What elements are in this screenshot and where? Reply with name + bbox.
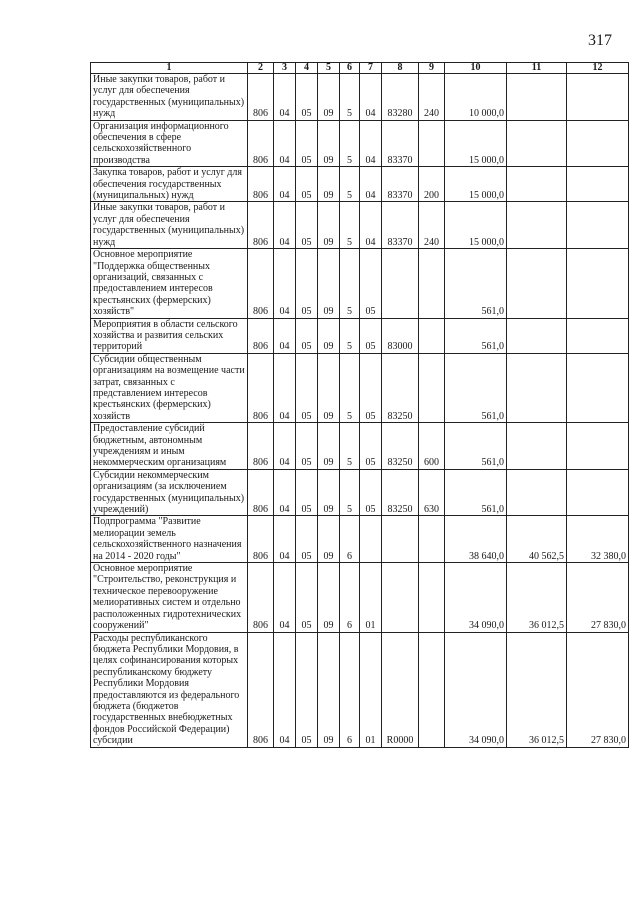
amount-2018-cell	[567, 423, 629, 470]
subsection-cell: 05	[296, 632, 318, 747]
table-row	[91, 167, 629, 202]
subsection-cell: 05	[296, 249, 318, 318]
main-event-cell: 05	[360, 469, 382, 516]
direction-cell: 83250	[382, 469, 419, 516]
amount-2016-cell: 38 640,0	[445, 516, 507, 563]
expense-name-cell: Основное мероприятие "Поддержка общественных организаций, связанных с предоставлением интересов крестьянских (фермерских) хозяйств"	[91, 249, 248, 318]
table-header-row	[91, 63, 629, 74]
expense-name-cell: Субсидии общественным организациям на возмещение части затрат, связанных с представлением интересов крестьянских (фермерских) хозяйств	[91, 353, 248, 422]
amount-2018-cell: 27 830,0	[567, 563, 629, 632]
program-cell: 09	[318, 74, 340, 121]
expense-type-cell	[419, 318, 445, 353]
amount-2016-cell: 15 000,0	[445, 202, 507, 249]
main-event-cell: 05	[360, 423, 382, 470]
expense-name-cell: Организация информационного обеспечения в сфере сельскохозяйственного производства	[91, 120, 248, 167]
section-cell: 04	[274, 563, 296, 632]
expense-name-cell: Субсидии некоммерческим организациям (за исключением государственных (муниципальных) учреждений)	[91, 469, 248, 516]
main-event-cell: 05	[360, 249, 382, 318]
column-header: 5	[318, 63, 340, 74]
column-header: 1	[91, 63, 248, 74]
amount-2017-cell	[507, 423, 567, 470]
column-header: 11	[507, 63, 567, 74]
table-row	[91, 353, 629, 422]
subsection-cell: 05	[296, 563, 318, 632]
expense-name-cell: Предоставление субсидий бюджетным, автономным учреждениям и иным некоммерческим организациям	[91, 423, 248, 470]
section-cell: 04	[274, 632, 296, 747]
amount-2016-cell: 561,0	[445, 469, 507, 516]
grbs-cell: 806	[248, 74, 274, 121]
direction-cell: R0000	[382, 632, 419, 747]
subsection-cell: 05	[296, 167, 318, 202]
table-row	[91, 632, 629, 747]
amount-2018-cell	[567, 353, 629, 422]
subprogram-cell: 5	[340, 202, 360, 249]
column-header: 2	[248, 63, 274, 74]
subprogram-cell: 5	[340, 120, 360, 167]
amount-2018-cell	[567, 469, 629, 516]
page-number: 317	[588, 32, 612, 49]
section-cell: 04	[274, 469, 296, 516]
subprogram-cell: 5	[340, 318, 360, 353]
amount-2016-cell: 10 000,0	[445, 74, 507, 121]
table-row	[91, 563, 629, 632]
grbs-cell: 806	[248, 120, 274, 167]
program-cell: 09	[318, 353, 340, 422]
amount-2017-cell	[507, 469, 567, 516]
subprogram-cell: 5	[340, 167, 360, 202]
amount-2018-cell	[567, 249, 629, 318]
amount-2017-cell	[507, 353, 567, 422]
section-cell: 04	[274, 318, 296, 353]
expense-name-cell: Иные закупки товаров, работ и услуг для обеспечения государственных (муниципальных) нужд	[91, 74, 248, 121]
expense-type-cell: 240	[419, 74, 445, 121]
amount-2016-cell: 561,0	[445, 318, 507, 353]
expense-type-cell	[419, 353, 445, 422]
program-cell: 09	[318, 318, 340, 353]
table-row	[91, 249, 629, 318]
section-cell: 04	[274, 202, 296, 249]
main-event-cell: 04	[360, 167, 382, 202]
main-event-cell: 05	[360, 353, 382, 422]
table-row	[91, 120, 629, 167]
amount-2017-cell	[507, 318, 567, 353]
direction-cell: 83000	[382, 318, 419, 353]
direction-cell: 83370	[382, 202, 419, 249]
expense-name-cell: Закупка товаров, работ и услуг для обеспечения государственных (муниципальных) нужд	[91, 167, 248, 202]
grbs-cell: 806	[248, 202, 274, 249]
grbs-cell: 806	[248, 469, 274, 516]
section-cell: 04	[274, 353, 296, 422]
budget-table	[90, 62, 629, 748]
subprogram-cell: 5	[340, 353, 360, 422]
program-cell: 09	[318, 632, 340, 747]
direction-cell: 83250	[382, 423, 419, 470]
amount-2017-cell	[507, 249, 567, 318]
expense-name-cell: Основное мероприятие "Строительство, реконструкция и техническое перевооружение мелиоративных систем и отдельно расположенных гидротехнических сооружений"	[91, 563, 248, 632]
amount-2018-cell	[567, 167, 629, 202]
grbs-cell: 806	[248, 423, 274, 470]
program-cell: 09	[318, 563, 340, 632]
subsection-cell: 05	[296, 120, 318, 167]
amount-2017-cell: 40 562,5	[507, 516, 567, 563]
expense-type-cell: 600	[419, 423, 445, 470]
section-cell: 04	[274, 167, 296, 202]
main-event-cell: 04	[360, 202, 382, 249]
expense-type-cell	[419, 563, 445, 632]
expense-name-cell: Подпрограмма "Развитие мелиорации земель сельскохозяйственного назначения на 2014 - 2020 годы"	[91, 516, 248, 563]
subsection-cell: 05	[296, 469, 318, 516]
direction-cell	[382, 563, 419, 632]
expense-type-cell	[419, 120, 445, 167]
column-header: 8	[382, 63, 419, 74]
grbs-cell: 806	[248, 167, 274, 202]
main-event-cell: 05	[360, 318, 382, 353]
column-header: 10	[445, 63, 507, 74]
program-cell: 09	[318, 167, 340, 202]
table-row	[91, 318, 629, 353]
grbs-cell: 806	[248, 249, 274, 318]
direction-cell	[382, 516, 419, 563]
section-cell: 04	[274, 249, 296, 318]
table-row	[91, 516, 629, 563]
grbs-cell: 806	[248, 563, 274, 632]
subprogram-cell: 6	[340, 563, 360, 632]
program-cell: 09	[318, 202, 340, 249]
amount-2016-cell: 34 090,0	[445, 563, 507, 632]
main-event-cell	[360, 516, 382, 563]
main-event-cell: 04	[360, 120, 382, 167]
subsection-cell: 05	[296, 74, 318, 121]
direction-cell: 83370	[382, 120, 419, 167]
amount-2018-cell	[567, 120, 629, 167]
column-header: 4	[296, 63, 318, 74]
section-cell: 04	[274, 120, 296, 167]
column-header: 3	[274, 63, 296, 74]
subprogram-cell: 6	[340, 632, 360, 747]
subprogram-cell: 5	[340, 249, 360, 318]
subprogram-cell: 5	[340, 74, 360, 121]
subsection-cell: 05	[296, 353, 318, 422]
direction-cell	[382, 249, 419, 318]
direction-cell: 83250	[382, 353, 419, 422]
amount-2016-cell: 561,0	[445, 423, 507, 470]
program-cell: 09	[318, 516, 340, 563]
column-header: 7	[360, 63, 382, 74]
expense-type-cell: 630	[419, 469, 445, 516]
column-header: 6	[340, 63, 360, 74]
expense-name-cell: Иные закупки товаров, работ и услуг для обеспечения государственных (муниципальных) нужд	[91, 202, 248, 249]
column-header: 12	[567, 63, 629, 74]
section-cell: 04	[274, 516, 296, 563]
amount-2017-cell: 36 012,5	[507, 563, 567, 632]
table-row	[91, 423, 629, 470]
program-cell: 09	[318, 423, 340, 470]
amount-2018-cell: 27 830,0	[567, 632, 629, 747]
subsection-cell: 05	[296, 318, 318, 353]
column-header: 9	[419, 63, 445, 74]
table-row	[91, 469, 629, 516]
amount-2017-cell: 36 012,5	[507, 632, 567, 747]
grbs-cell: 806	[248, 516, 274, 563]
program-cell: 09	[318, 469, 340, 516]
grbs-cell: 806	[248, 632, 274, 747]
section-cell: 04	[274, 74, 296, 121]
table-body	[91, 74, 629, 748]
subprogram-cell: 6	[340, 516, 360, 563]
grbs-cell: 806	[248, 353, 274, 422]
grbs-cell: 806	[248, 318, 274, 353]
amount-2018-cell	[567, 202, 629, 249]
program-cell: 09	[318, 120, 340, 167]
expense-type-cell	[419, 632, 445, 747]
direction-cell: 83370	[382, 167, 419, 202]
main-event-cell: 01	[360, 632, 382, 747]
subsection-cell: 05	[296, 202, 318, 249]
amount-2018-cell	[567, 318, 629, 353]
table-row	[91, 202, 629, 249]
direction-cell: 83280	[382, 74, 419, 121]
subsection-cell: 05	[296, 516, 318, 563]
program-cell: 09	[318, 249, 340, 318]
expense-type-cell	[419, 249, 445, 318]
amount-2016-cell: 34 090,0	[445, 632, 507, 747]
amount-2017-cell	[507, 167, 567, 202]
subsection-cell: 05	[296, 423, 318, 470]
expense-type-cell: 240	[419, 202, 445, 249]
expense-type-cell	[419, 516, 445, 563]
expense-type-cell: 200	[419, 167, 445, 202]
amount-2018-cell: 32 380,0	[567, 516, 629, 563]
amount-2017-cell	[507, 74, 567, 121]
amount-2016-cell: 561,0	[445, 353, 507, 422]
expense-name-cell: Расходы республиканского бюджета Республики Мордовия, в целях софинансирования которых республиканскому бюджету Республики Мордовия предоставляются из федерального бюджета (бюджетов государственных внебюджетных фондов Российской Федерации) субсидии	[91, 632, 248, 747]
amount-2017-cell	[507, 202, 567, 249]
table-row	[91, 74, 629, 121]
main-event-cell: 01	[360, 563, 382, 632]
amount-2016-cell: 15 000,0	[445, 120, 507, 167]
amount-2016-cell: 15 000,0	[445, 167, 507, 202]
amount-2016-cell: 561,0	[445, 249, 507, 318]
section-cell: 04	[274, 423, 296, 470]
subprogram-cell: 5	[340, 469, 360, 516]
subprogram-cell: 5	[340, 423, 360, 470]
amount-2018-cell	[567, 74, 629, 121]
amount-2017-cell	[507, 120, 567, 167]
main-event-cell: 04	[360, 74, 382, 121]
expense-name-cell: Мероприятия в области сельского хозяйства и развития сельских территорий	[91, 318, 248, 353]
